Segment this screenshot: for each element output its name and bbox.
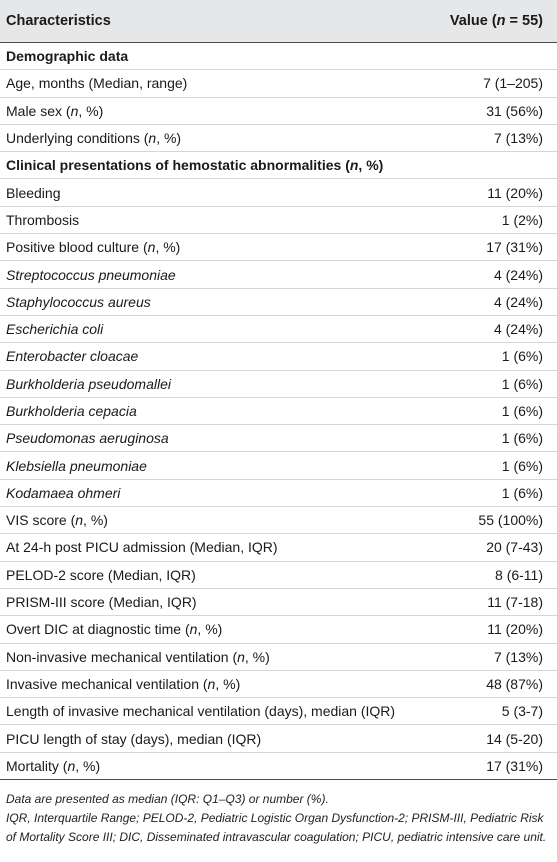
section-row — [0, 43, 557, 70]
label-n-italic: n — [75, 512, 84, 529]
row-value: 11 (7-18) — [412, 588, 557, 615]
row-value: 7 (13%) — [412, 643, 557, 670]
row-value: 17 (31%) — [412, 752, 557, 779]
label-part: Underlying conditions ( — [6, 130, 149, 147]
label-part: , %) — [78, 102, 104, 119]
table-row — [0, 315, 557, 342]
table-row — [0, 70, 557, 97]
label-part: Invasive mechanical ventilation ( — [6, 675, 208, 692]
row-value: 7 (13%) — [412, 124, 557, 151]
label-n-italic: n — [237, 648, 245, 665]
label-n-italic: n — [189, 621, 198, 638]
row-value: 4 (24%) — [412, 315, 557, 342]
row-label: Staphylococcus aureus — [0, 288, 412, 315]
row-label — [0, 124, 412, 151]
table-row — [0, 725, 557, 752]
row-value: 1 (6%) — [412, 452, 557, 479]
row-label — [0, 234, 412, 261]
table-row — [0, 616, 557, 643]
row-label: Thrombosis — [0, 206, 412, 233]
table-row — [0, 261, 557, 288]
row-value: 8 (6-11) — [412, 561, 557, 588]
row-label: Streptococcus pneumoniae — [0, 261, 412, 288]
row-label — [0, 507, 412, 534]
row-label: Demographic data — [0, 43, 412, 70]
row-label — [0, 152, 412, 179]
row-value: 5 (3-7) — [412, 698, 557, 725]
row-label: Bleeding — [0, 179, 412, 206]
label-part: , %) — [83, 512, 108, 529]
row-label: Escherichia coli — [0, 315, 412, 342]
label-part: , %) — [197, 621, 223, 638]
row-label — [0, 97, 412, 124]
table-row — [0, 397, 557, 424]
row-label — [0, 616, 412, 643]
row-label — [0, 643, 412, 670]
header-row — [0, 0, 557, 43]
label-part: , %) — [358, 157, 384, 174]
label-part: Clinical presentations of hemostatic abnormalities ( — [6, 157, 350, 174]
table-row — [0, 752, 557, 779]
table-row — [0, 452, 557, 479]
label-part: , %) — [244, 648, 270, 665]
row-label: Pseudomonas aeruginosa — [0, 425, 412, 452]
label-n-italic: n — [70, 102, 79, 119]
label-n-italic: n — [349, 157, 359, 174]
row-value: 17 (31%) — [412, 234, 557, 261]
row-value: 7 (1–205) — [412, 70, 557, 97]
table-body — [0, 43, 557, 780]
footnote-1: Data are presented as median (IQR: Q1–Q3) or number (%). — [6, 792, 329, 807]
row-value: 1 (6%) — [412, 370, 557, 397]
table-footnotes — [0, 780, 557, 847]
label-part: Overt DIC at diagnostic time ( — [6, 621, 190, 638]
table-row — [0, 698, 557, 725]
row-value: 48 (87%) — [412, 670, 557, 697]
row-value: 14 (5-20) — [412, 725, 557, 752]
row-value: 1 (2%) — [412, 206, 557, 233]
header-value-suffix: = 55) — [505, 13, 543, 29]
table-row — [0, 643, 557, 670]
table-row — [0, 588, 557, 615]
label-n-italic: n — [207, 675, 216, 692]
label-part: , %) — [155, 239, 181, 256]
row-value: 11 (20%) — [412, 616, 557, 643]
label-part: , %) — [75, 757, 101, 774]
table-row — [0, 124, 557, 151]
table-row — [0, 234, 557, 261]
footnote-2: IQR, Interquartile Range; PELOD-2, Pediatric Logistic Organ Dysfunction-2; PRISM-III, Pediatric Risk of Mortality Score III; DIC, Disseminated intravascular coagulation; PICU, pediatric intensive care unit. — [6, 811, 547, 845]
row-label: Length of invasive mechanical ventilation (days), median (IQR) — [0, 698, 412, 725]
row-value: 55 (100%) — [412, 507, 557, 534]
label-part: , %) — [156, 130, 182, 147]
table-row — [0, 97, 557, 124]
row-label — [0, 752, 412, 779]
row-label: Burkholderia cepacia — [0, 397, 412, 424]
row-label: PICU length of stay (days), median (IQR) — [0, 725, 412, 752]
row-label: At 24-h post PICU admission (Median, IQR) — [0, 534, 412, 561]
table-row — [0, 534, 557, 561]
row-value: 1 (6%) — [412, 343, 557, 370]
row-label: PRISM-III score (Median, IQR) — [0, 588, 412, 615]
table-row — [0, 179, 557, 206]
table-row — [0, 507, 557, 534]
table-header — [0, 0, 557, 43]
row-value: 4 (24%) — [412, 288, 557, 315]
row-label — [0, 670, 412, 697]
table-row — [0, 370, 557, 397]
label-part: Male sex ( — [6, 102, 71, 119]
label-n-italic: n — [67, 757, 76, 774]
row-value: 1 (6%) — [412, 397, 557, 424]
label-part: VIS score ( — [6, 512, 76, 529]
row-label: Age, months (Median, range) — [0, 70, 412, 97]
label-part: Positive blood culture ( — [6, 239, 148, 256]
label-n-italic: n — [148, 130, 157, 147]
table-row — [0, 343, 557, 370]
header-value-prefix: Value ( — [449, 13, 497, 29]
table-row — [0, 479, 557, 506]
row-value: 11 (20%) — [412, 179, 557, 206]
table-row — [0, 670, 557, 697]
table-row — [0, 561, 557, 588]
label-part: Non-invasive mechanical ventilation ( — [6, 648, 238, 665]
label-part: , %) — [215, 675, 241, 692]
row-value: 4 (24%) — [412, 261, 557, 288]
table-row — [0, 288, 557, 315]
header-value — [412, 0, 557, 43]
row-label: PELOD-2 score (Median, IQR) — [0, 561, 412, 588]
row-value: 1 (6%) — [412, 479, 557, 506]
row-label: Enterobacter cloacae — [0, 343, 412, 370]
header-characteristics: Characteristics — [0, 0, 412, 43]
label-n-italic: n — [147, 239, 156, 256]
row-label: Kodamaea ohmeri — [0, 479, 412, 506]
table-row — [0, 206, 557, 233]
section-row — [0, 152, 557, 179]
row-value — [412, 43, 557, 70]
table-row — [0, 425, 557, 452]
row-value — [412, 152, 557, 179]
row-value: 20 (7-43) — [412, 534, 557, 561]
header-value-n: n — [496, 13, 506, 29]
row-value: 1 (6%) — [412, 425, 557, 452]
label-part: Mortality ( — [6, 757, 68, 774]
row-label: Klebsiella pneumoniae — [0, 452, 412, 479]
row-label: Burkholderia pseudomallei — [0, 370, 412, 397]
row-value: 31 (56%) — [412, 97, 557, 124]
